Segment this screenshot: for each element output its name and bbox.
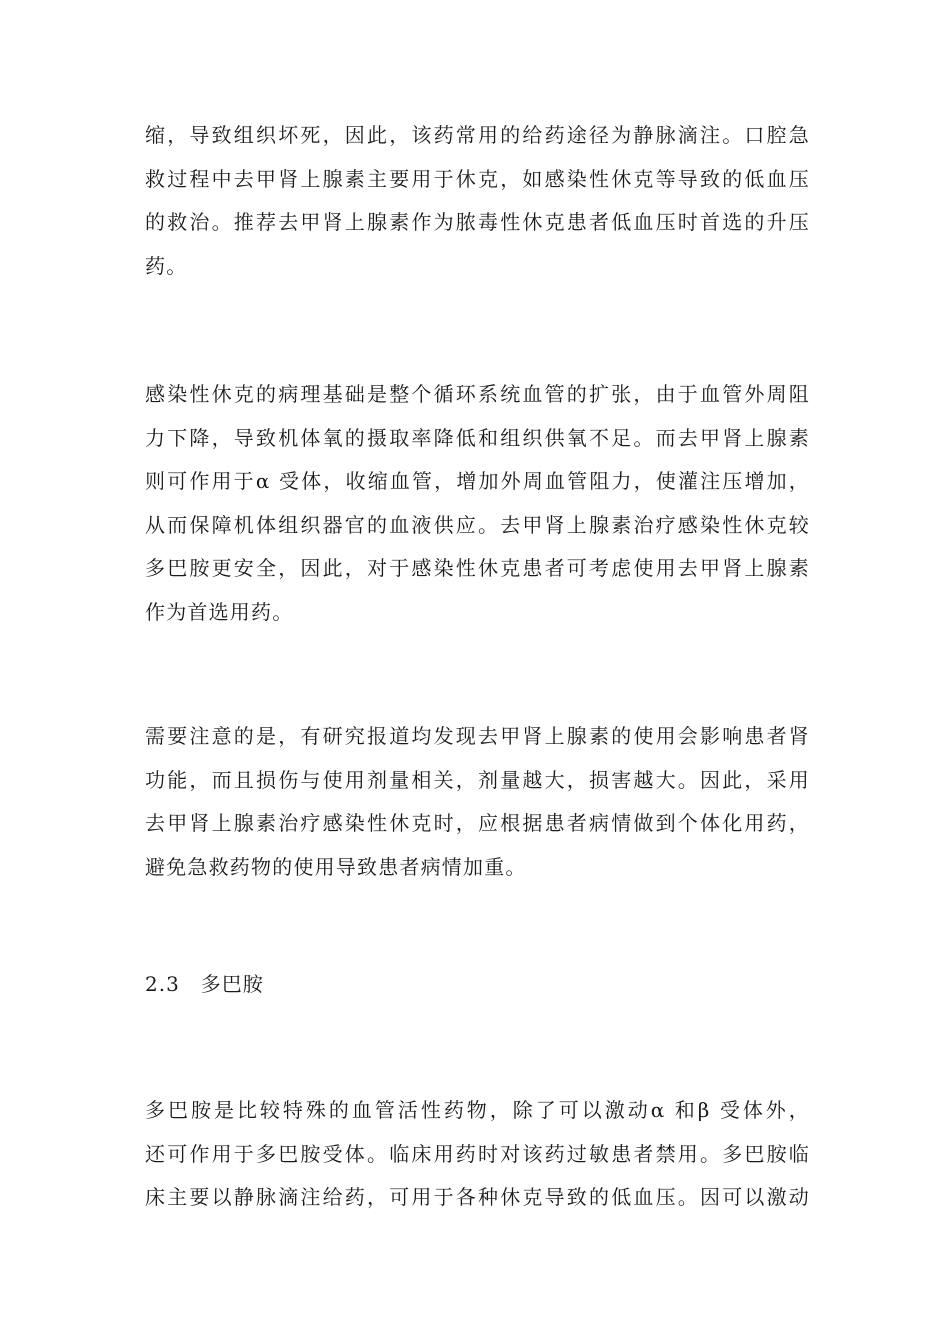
text-line: 还可作用于多巴胺受体。临床用药时对该药过敏患者禁用。多巴胺临 — [145, 1141, 810, 1166]
text-line: 则可作用于α 受体，收缩血管，增加外周血管阻力，使灌注压增加， — [145, 469, 810, 493]
section-heading-text: 2.3 多巴胺 — [145, 972, 264, 996]
text-line: 从而保障机体组织器官的血液供应。去甲肾上腺素治疗感染性休克较 — [145, 512, 810, 537]
text-line: 救过程中去甲肾上腺素主要用于休克，如感染性休克等导致的低血压 — [145, 166, 810, 191]
text-line: 缩，导致组织坏死，因此，该药常用的给药途径为静脉滴注。口腔急 — [145, 123, 810, 147]
text-line: 多巴胺更安全，因此，对于感染性休克患者可考虑使用去甲肾上腺素 — [145, 556, 810, 580]
text-line: 力下降，导致机体氧的摄取率降低和组织供氧不足。而去甲肾上腺素 — [145, 425, 810, 450]
text-line: 功能，而且损伤与使用剂量相关，剂量越大，损害越大。因此，采用 — [145, 767, 810, 792]
text-line: 需要注意的是，有研究报道均发现去甲肾上腺素的使用会影响患者肾 — [145, 724, 810, 748]
text-line: 作为首选用药。 — [145, 599, 294, 624]
paragraph-septic-shock-pathology — [145, 373, 810, 634]
section-heading — [145, 963, 810, 1007]
text-line: 的救治。推荐去甲肾上腺素作为脓毒性休克患者低血压时首选的升压 — [145, 210, 810, 234]
text-line: 感染性休克的病理基础是整个循环系统血管的扩张，由于血管外周阻 — [145, 382, 810, 406]
text-line: 避免急救药物的使用导致患者病情加重。 — [145, 854, 527, 879]
paragraph-dopamine — [145, 1089, 810, 1220]
text-line: 多巴胺是比较特殊的血管活性药物，除了可以激动α 和β 受体外， — [145, 1098, 810, 1122]
text-line: 床主要以静脉滴注给药，可用于各种休克导致的低血压。因可以激动 — [145, 1185, 810, 1209]
text-line: 药。 — [145, 253, 188, 278]
paragraph-norepinephrine-route — [145, 114, 810, 288]
paragraph-renal-caution — [145, 715, 810, 889]
text-line: 去甲肾上腺素治疗感染性休克时，应根据患者病情做到个体化用药， — [145, 811, 810, 835]
